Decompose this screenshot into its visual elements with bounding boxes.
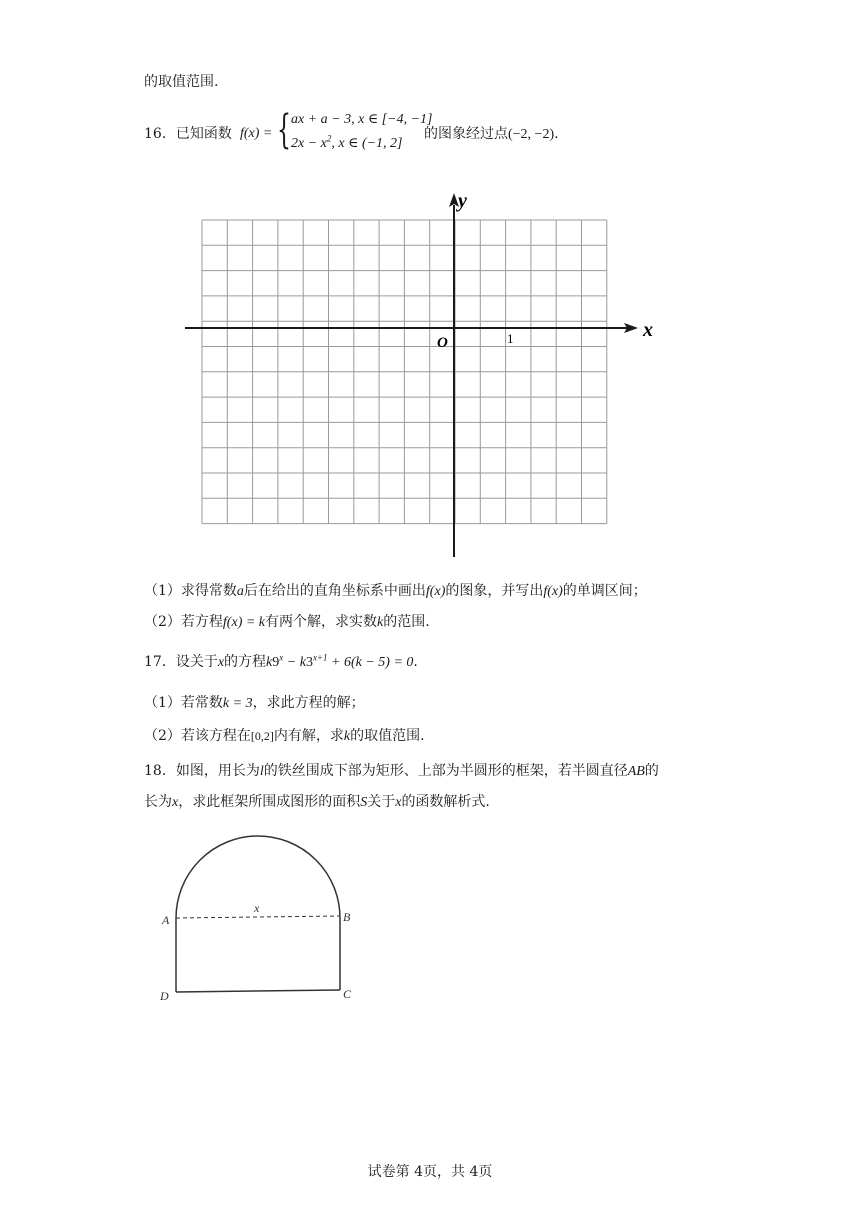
- q17-sub2: [144, 726, 425, 747]
- q16-sub2-a: （2）若方程: [144, 614, 223, 630]
- q16-intro-text: 已知函数: [175, 126, 232, 142]
- q18-number: 18．: [144, 763, 176, 779]
- q18-line2-x: x: [172, 795, 179, 810]
- q17-intro-x: x: [217, 655, 225, 670]
- q17-eq-9: 9: [272, 655, 280, 670]
- q16-sub1-fx2: f(x): [543, 584, 563, 599]
- grid-lines: [202, 220, 607, 524]
- q17-sub2-b: 内有解，求: [273, 728, 344, 744]
- q17-sub1-a: （1）若常数: [144, 695, 223, 711]
- q16-sub1-b: 后在给出的直角坐标系中画出: [243, 583, 426, 599]
- y-axis-label: y: [458, 190, 467, 212]
- q16-sub1-c: 的图象，并写出: [445, 583, 544, 599]
- rect-bottom-side: [176, 990, 340, 992]
- coordinate-grid: [0, 185, 860, 565]
- label-b: B: [343, 910, 351, 924]
- q18-line2-b: ，求此框架所围成图形的面积: [178, 794, 361, 810]
- q16-point: (−2, −2): [508, 127, 555, 142]
- q17-sub2-a: （2）若该方程在: [144, 728, 251, 744]
- q16-sub1: [144, 581, 647, 602]
- q17-sub1-eq: k = 3: [222, 696, 253, 711]
- q17-sub2-c: 的取值范围.: [350, 728, 425, 744]
- q16-piecewise: [277, 107, 433, 158]
- q15-tail-text: 的取值范围.: [144, 74, 219, 90]
- q16-case-2-a: 2x − x: [291, 136, 327, 151]
- q16-brace: {: [277, 107, 291, 153]
- q16-end: .: [554, 126, 559, 142]
- tick-one-label: 1: [507, 331, 514, 346]
- q16-sub2-b: 有两个解，求实数: [265, 614, 378, 630]
- q17-statement: [144, 652, 418, 673]
- q17-sub2-int: [0,2]: [250, 729, 274, 743]
- q18-line1-a: 如图，用长为: [175, 763, 260, 779]
- q18-line2-a: 长为: [144, 794, 172, 810]
- q16-case-1: ax + a − 3, x ∈ [−4, −1]: [291, 112, 433, 127]
- label-d: D: [160, 989, 169, 1003]
- q16-after-text: 的图象经过点: [424, 126, 508, 142]
- q16-sub2-c: 的范围.: [383, 614, 430, 630]
- q18-line2-x2: x: [395, 795, 402, 810]
- q16-case-2-exp: 2: [326, 133, 332, 144]
- origin-label: O: [437, 335, 448, 351]
- q18-line-1: [144, 761, 659, 782]
- q17-sub2-k: k: [343, 729, 351, 744]
- q17-sub1: [144, 693, 365, 714]
- q18-line1-l: l: [259, 764, 264, 779]
- q16-sub2: [144, 612, 430, 633]
- q16-intro: [144, 124, 232, 144]
- q18-line2-d: 的函数解析式.: [401, 794, 490, 810]
- q16-case-2-b: , x ∈ (−1, 2]: [331, 136, 403, 151]
- q18-line1-ab: AB: [627, 764, 645, 779]
- q18-line2-s: S: [360, 795, 368, 810]
- q17-eq-end: + 6(k − 5) = 0: [327, 655, 414, 670]
- q17-intro-b: 的方程: [224, 654, 267, 670]
- q16-case-2: [291, 135, 403, 152]
- q17-number: 17．: [144, 654, 176, 670]
- q16-sub1-d: 的单调区间；: [562, 583, 647, 599]
- q17-end: .: [413, 654, 418, 670]
- diameter-ab-dashed: [176, 916, 340, 918]
- q16-number: 16．: [144, 126, 176, 142]
- q17-eq-9exp: x: [279, 652, 284, 663]
- q17-eq-3exp: x+1: [312, 652, 328, 663]
- label-x: x: [254, 901, 260, 915]
- q16-after: [424, 124, 559, 145]
- q18-frame-figure: [150, 820, 410, 1020]
- q17-sub1-b: ，求此方程的解；: [252, 695, 365, 711]
- q18-line2-c: 关于: [367, 794, 396, 810]
- q17-eq-mid: − k: [283, 655, 306, 670]
- q17-eq-3: 3: [305, 655, 313, 670]
- q18-line-2: [144, 792, 490, 813]
- page-footer: 试卷第 4页，共 4页: [367, 1164, 493, 1180]
- label-c: C: [343, 987, 352, 1001]
- q16-sub1-var: a: [236, 584, 244, 599]
- q17-eq-k1: k: [266, 655, 273, 670]
- q16-sub2-eq: f(x) = k: [222, 615, 266, 630]
- label-a: A: [162, 913, 170, 927]
- q16-sub1-fx: f(x): [425, 584, 446, 599]
- q17-intro-a: 设关于: [175, 654, 218, 670]
- x-axis-label: x: [643, 319, 653, 341]
- q18-line1-b: 的铁丝围成下部为矩形、上部为半圆形的框架，若半圆直径: [263, 763, 628, 779]
- q16-sub1-a: （1）求得常数: [144, 583, 237, 599]
- q16-function-name: f(x) =: [240, 126, 273, 141]
- q18-line1-c: 的: [644, 763, 659, 779]
- q16-sub2-k: k: [377, 615, 384, 630]
